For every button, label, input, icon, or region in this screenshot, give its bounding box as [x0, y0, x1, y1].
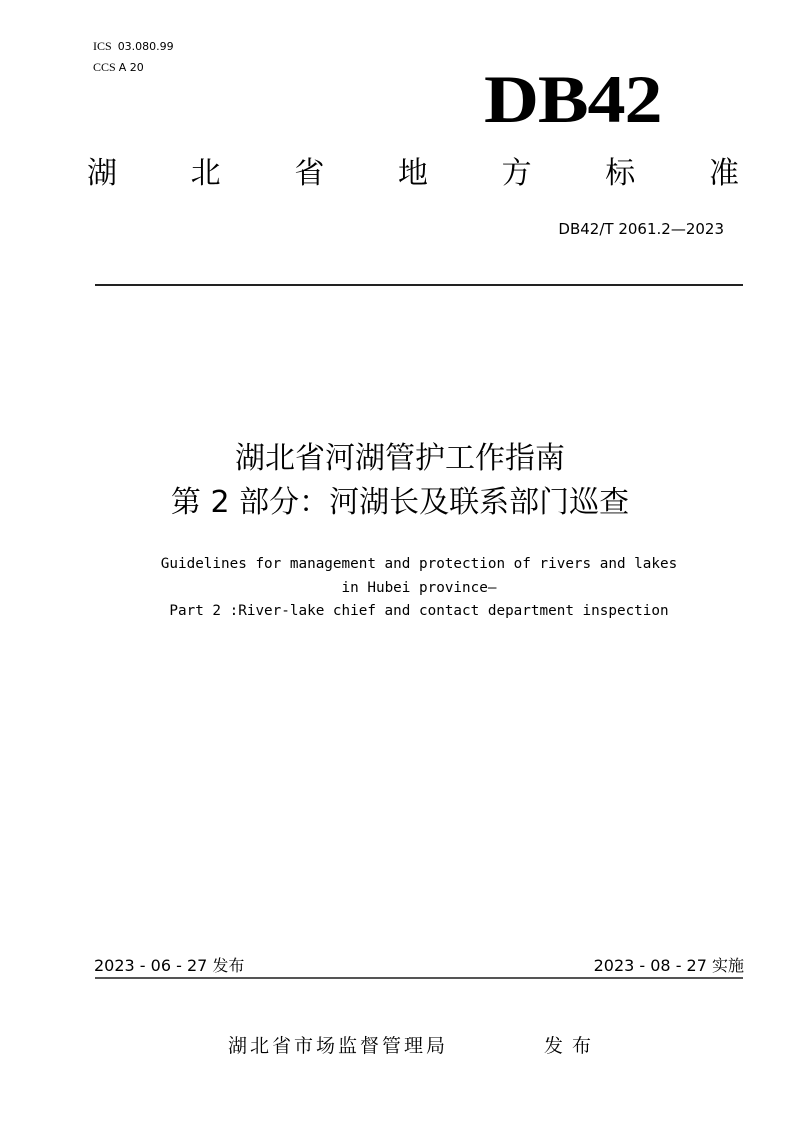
standard-type-char: 省: [294, 156, 325, 191]
implementation-date: 2023 - 08 - 27 实施: [593, 956, 744, 975]
standard-type-char: 地: [397, 156, 428, 191]
standard-type-char: 湖: [87, 156, 117, 191]
ics-label: ICS: [93, 39, 112, 53]
ics-code: 03.080.99: [117, 40, 174, 53]
standard-type-char: 标: [605, 156, 636, 191]
standard-type-char: 方: [501, 156, 532, 191]
issue-date: 2023 - 06 - 27 发布: [94, 956, 245, 975]
ccs-code: A 20: [118, 61, 144, 74]
title-english-line-3: Part 2 :River-lake chief and contact department inspection: [169, 603, 669, 619]
title-chinese-line-1: 湖北省河湖管护工作指南: [235, 441, 565, 476]
standard-type-char: 北: [190, 156, 221, 191]
ccs-classification: [93, 60, 144, 75]
ccs-label: CCS: [93, 60, 116, 74]
standard-number: DB42/T 2061.2—2023: [558, 220, 724, 238]
title-english-line-1: Guidelines for management and protection of rivers and lakes: [160, 556, 678, 572]
header-divider: [95, 284, 743, 286]
db-logo: DB42: [484, 61, 662, 137]
ics-classification: [93, 39, 174, 54]
title-chinese-line-2: 第 2 部分：河湖长及联系部门巡查: [170, 485, 630, 520]
title-english-line-2: in Hubei province—: [341, 580, 497, 596]
standard-type-char: 准: [708, 156, 739, 191]
footer-divider: [95, 977, 743, 979]
publisher-name: 湖北省市场监督管理局: [228, 1035, 449, 1057]
publish-label: 发布: [544, 1035, 601, 1057]
standard-type-heading: [86, 154, 740, 194]
